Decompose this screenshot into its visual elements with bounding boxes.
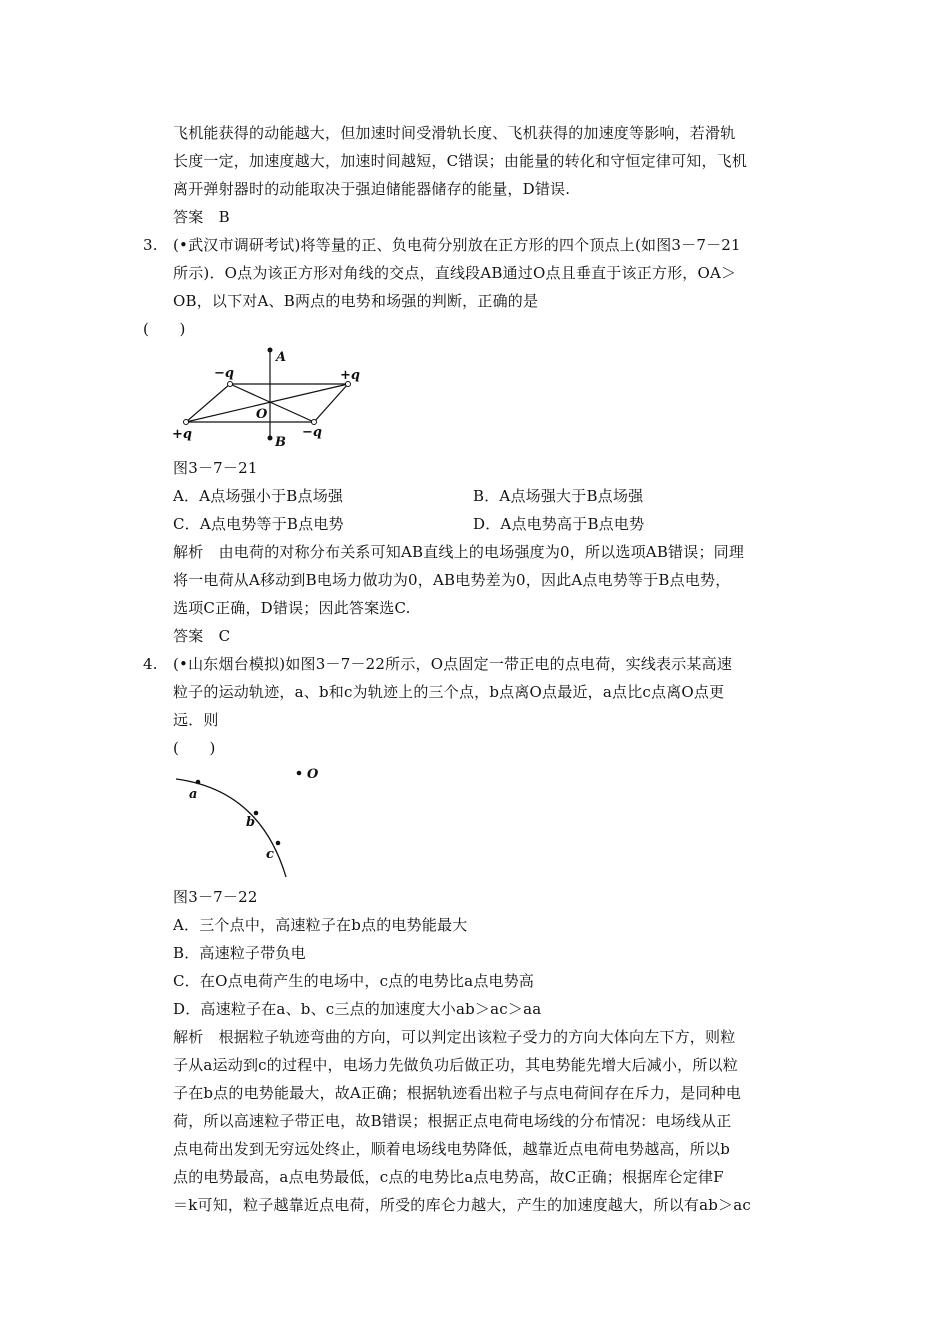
q3-line-2: 所示)．O点为该正方形对角线的交点，直线段AB通过O点且垂直于该正方形，OA＞ bbox=[173, 264, 737, 282]
square-diagram bbox=[186, 350, 348, 438]
vertex-bl bbox=[184, 420, 189, 425]
intro-line-1: 飞机能获得的动能越大，但加速时间受滑轨长度、飞机获得的加速度等影响，若滑轨 bbox=[173, 124, 736, 142]
q4-line-2: 粒子的运动轨迹，a、b和c为轨迹上的三个点，b点离O点最近，a点比c点离O点更 bbox=[173, 683, 725, 701]
q3-number: 3. bbox=[143, 236, 158, 254]
q3-option-a: A．A点场强小于B点场强 bbox=[173, 487, 344, 505]
q3-option-b: B．A点场强大于B点场强 bbox=[473, 487, 644, 505]
intro-answer: 答案 B bbox=[173, 208, 230, 226]
vertex-tl bbox=[228, 382, 233, 387]
q4-explanation-3: 子在b点的电势能最大，故A正确；根据轨迹看出粒子与点电荷间存在斥力，是同种电 bbox=[173, 1084, 742, 1102]
q4-explanation-6: 点的电势最高，a点电势最低，c点的电势比a点电势高，故C正确；根据库仑定律F bbox=[173, 1168, 724, 1186]
label-c: c bbox=[266, 847, 274, 862]
q3-option-d: D．A点电势高于B点电势 bbox=[473, 515, 645, 533]
charge-top-left: −q bbox=[214, 366, 234, 381]
q3-explanation-1: 解析 由电荷的对称分布关系可知AB直线上的电场强度为0，所以选项AB错误；同理 bbox=[173, 543, 745, 561]
q3-answer: 答案 C bbox=[173, 627, 231, 645]
vertex-br bbox=[312, 420, 317, 425]
q4-answer-bracket: ( ) bbox=[173, 739, 216, 757]
label-b: b bbox=[246, 815, 256, 830]
q4-line-3: 远．则 bbox=[173, 711, 219, 729]
q4-option-d: D．高速粒子在a、b、c三点的加速度大小ab＞ac＞aa bbox=[173, 1000, 542, 1018]
point-c bbox=[276, 841, 281, 846]
charge-bottom-left: +q bbox=[172, 427, 192, 442]
label-a: a bbox=[189, 787, 198, 802]
figure-3-7-22 bbox=[170, 762, 330, 880]
point-o bbox=[297, 771, 302, 776]
diagonal-1 bbox=[230, 384, 314, 422]
q4-explanation-7: ＝k可知，粒子越靠近点电荷，所受的库仑力越大，产生的加速度越大，所以有ab＞ac bbox=[173, 1196, 751, 1214]
charge-bottom-right: −q bbox=[302, 425, 322, 440]
q4-explanation-2: 子从a运动到c的过程中，电场力先做负功后做正功，其电势能先增大后减小，所以粒 bbox=[173, 1056, 738, 1074]
charge-top-right: +q bbox=[340, 368, 360, 383]
label-o: O bbox=[307, 767, 319, 782]
label-a: A bbox=[276, 350, 287, 365]
q3-explanation-3: 选项C正确，D错误；因此答案选C. bbox=[173, 599, 411, 617]
q4-option-a: A．三个点中，高速粒子在b点的电势能最大 bbox=[173, 916, 468, 934]
q4-line-1: (•山东烟台模拟)如图3－7－22所示，O点固定一带正电的点电荷，实线表示某高速 bbox=[173, 655, 733, 673]
figure-3-7-21 bbox=[170, 342, 370, 452]
label-o: O bbox=[256, 407, 268, 422]
q4-number: 4. bbox=[143, 655, 158, 673]
q4-figure-caption: 图3－7－22 bbox=[173, 888, 258, 906]
q4-option-c: C．在O点电荷产生的电场中，c点的电势比a点电势高 bbox=[173, 972, 535, 990]
point-b bbox=[268, 436, 273, 441]
point-a bbox=[268, 348, 273, 353]
intro-line-2: 长度一定，加速度越大，加速时间越短，C错误；由能量的转化和守恒定律可知，飞机 bbox=[173, 152, 748, 170]
q4-explanation-5: 点电荷出发到无穷远处终止，顺着电场线电势降低，越靠近点电荷电势越高，所以b bbox=[173, 1140, 731, 1158]
point-a bbox=[196, 780, 201, 785]
q3-answer-bracket: ( ) bbox=[143, 320, 186, 338]
q4-explanation-4: 荷，所以高速粒子带正电，故B错误；根据正点电荷电场线的分布情况：电场线从正 bbox=[173, 1112, 732, 1130]
label-b: B bbox=[275, 435, 286, 450]
q3-explanation-2: 将一电荷从A移动到B电场力做功为0，AB电势差为0，因此A点电势等于B点电势， bbox=[173, 571, 731, 589]
q4-explanation-1: 解析 根据粒子轨迹弯曲的方向，可以判定出该粒子受力的方向大体向左下方，则粒 bbox=[173, 1028, 736, 1046]
q3-figure-caption: 图3－7－21 bbox=[173, 459, 258, 477]
q3-line-3: OB，以下对A、B两点的电势和场强的判断，正确的是 bbox=[173, 292, 539, 310]
q4-option-b: B．高速粒子带负电 bbox=[173, 944, 306, 962]
intro-line-3: 离开弹射器时的动能取决于强迫储能器储存的能量，D错误. bbox=[173, 180, 571, 198]
q3-option-c: C．A点电势等于B点电势 bbox=[173, 515, 344, 533]
q3-line-1: (•武汉市调研考试)将等量的正、负电荷分别放在正方形的四个顶点上(如图3－7－21 bbox=[173, 236, 741, 254]
